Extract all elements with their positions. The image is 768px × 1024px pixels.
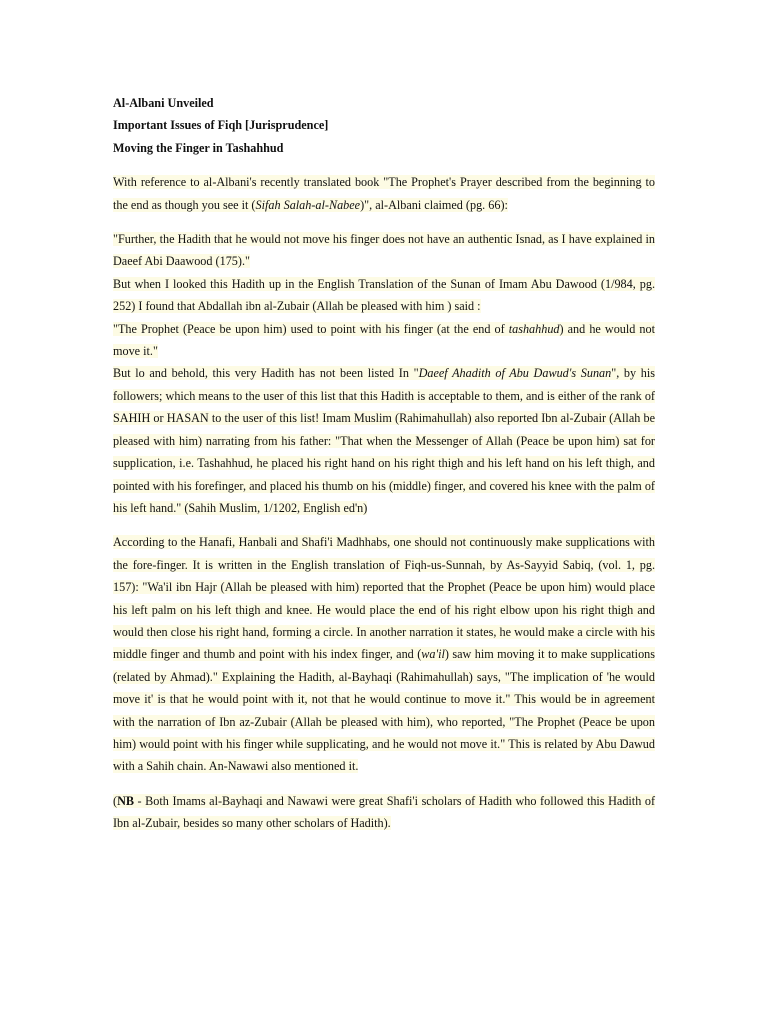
madhhabs-part: According to the Hanafi, Hanbali and Shafi'i Madhhabs, one should not continuously make supplications with the fore-finger. It is written in the English translation of Fiqh-us-Sunnah, by As-Sayyid Sabiq, (vol. 1, pg. 157): "Wa'il ibn Hajr (Allah be pleased with him) reported that the Prophet (Peace be upon him) would place his left palm on his left thigh and knee. He would place the end of his right elbow upon his right thigh and would then close his right hand, forming a circle. In another narration it states, he would make a circle with his middle finger and thumb and point with his index finger, and ( <box>113 535 655 662</box>
lo-behold-part: ", by his followers; which means to the user of this list that this Hadith is acceptable to them, and is either of the rank of SAHIH or HASAN to the user of this list! Imam Muslim (Rahimahullah) also reported Ibn al-Zubair (Allah be pleased with him) narrating from his father: "That when the Messenger of Allah (Peace be upon him) sat for supplication, i.e. Tashahhud, he placed his right hand on his right thigh and his left hand on his left thigh, and pointed with his forefinger, and placed his thumb on his (middle) finger, and covered his knee with the palm of his left hand." (Sahih Muslim, 1/1202, English ed'n) <box>113 366 655 515</box>
nb-paragraph <box>113 790 655 835</box>
subtitle-heading: Important Issues of Fiqh [Jurisprudence] <box>113 118 329 133</box>
intro-text-part: With reference to al-Albani's recently translated book "The Prophet's Prayer described from the beginning to the end as though you see it ( <box>113 175 655 212</box>
madhhabs-paragraph <box>113 531 655 777</box>
document-page <box>113 92 655 835</box>
book-title: Sifah Salah-al-Nabee <box>255 197 361 212</box>
quote-albani <box>113 228 655 273</box>
quote-albani-text: "Further, the Hadith that he would not move his finger does not have an authentic Isnad, as I have explained in Daeef Abi Daawood (175)." <box>113 232 655 269</box>
daeef-title: Daeef Ahadith of Abu Dawud's Sunan <box>418 366 612 381</box>
madhhabs-text <box>113 535 655 773</box>
quote-prophet-part: ) and he would not move it." <box>113 321 656 359</box>
madhhabs-part: ) saw him moving it to make supplications (related by Ahmad)." Explaining the Hadith, al-Bayhaqi (Rahimahullah) says, "The implication of 'he would move it' is that he would point with it, not that he would continue to move it." This would be in agreement with the narration of Ibn az-Zubair (Allah be pleased with him), who reported, "The Prophet (Peace be upon him) would point with his finger while supplicating, and he would not move it." This is related by Abu Dawud with a Sahih chain. An-Nawawi also mentioned it. <box>113 647 655 774</box>
title-heading: Al-Albani Unveiled <box>113 96 214 110</box>
nb-text <box>113 794 655 830</box>
quote-prophet-part: "The Prophet (Peace be upon him) used to point with his finger (at the end of <box>113 321 509 336</box>
abu-dawood-paragraph <box>113 273 655 318</box>
quote-prophet <box>113 318 655 363</box>
lo-behold-part: But lo and behold, this very Hadith has not been listed In " <box>113 366 419 381</box>
lo-behold-text <box>113 366 655 514</box>
intro-paragraph <box>113 171 655 216</box>
nb-body: - Both Imams al-Bayhaqi and Nawawi were great Shafi'i scholars of Hadith who followed this Hadith of Ibn al-Zubair, besides so many other scholars of Hadith). <box>113 793 655 831</box>
intro-text <box>113 175 655 211</box>
section-heading: Moving the Finger in Tashahhud <box>113 140 284 155</box>
quote-prophet-text <box>113 322 655 358</box>
wail-term: wa'il <box>421 647 445 662</box>
nb-open-paren: ( <box>113 793 118 808</box>
lo-behold-paragraph <box>113 362 655 519</box>
intro-text-part: )", al-Albani claimed (pg. 66): <box>360 197 508 212</box>
abu-dawood-text: But when I looked this Hadith up in the English Translation of the Sunan of Imam Abu Dawood (1/984, pg. 252) I found that Abdallah ibn al-Zubair (Allah be pleased with him ) said : <box>113 276 655 314</box>
tashahhud-term: tashahhud <box>508 321 560 336</box>
nb-label: NB <box>117 793 134 808</box>
